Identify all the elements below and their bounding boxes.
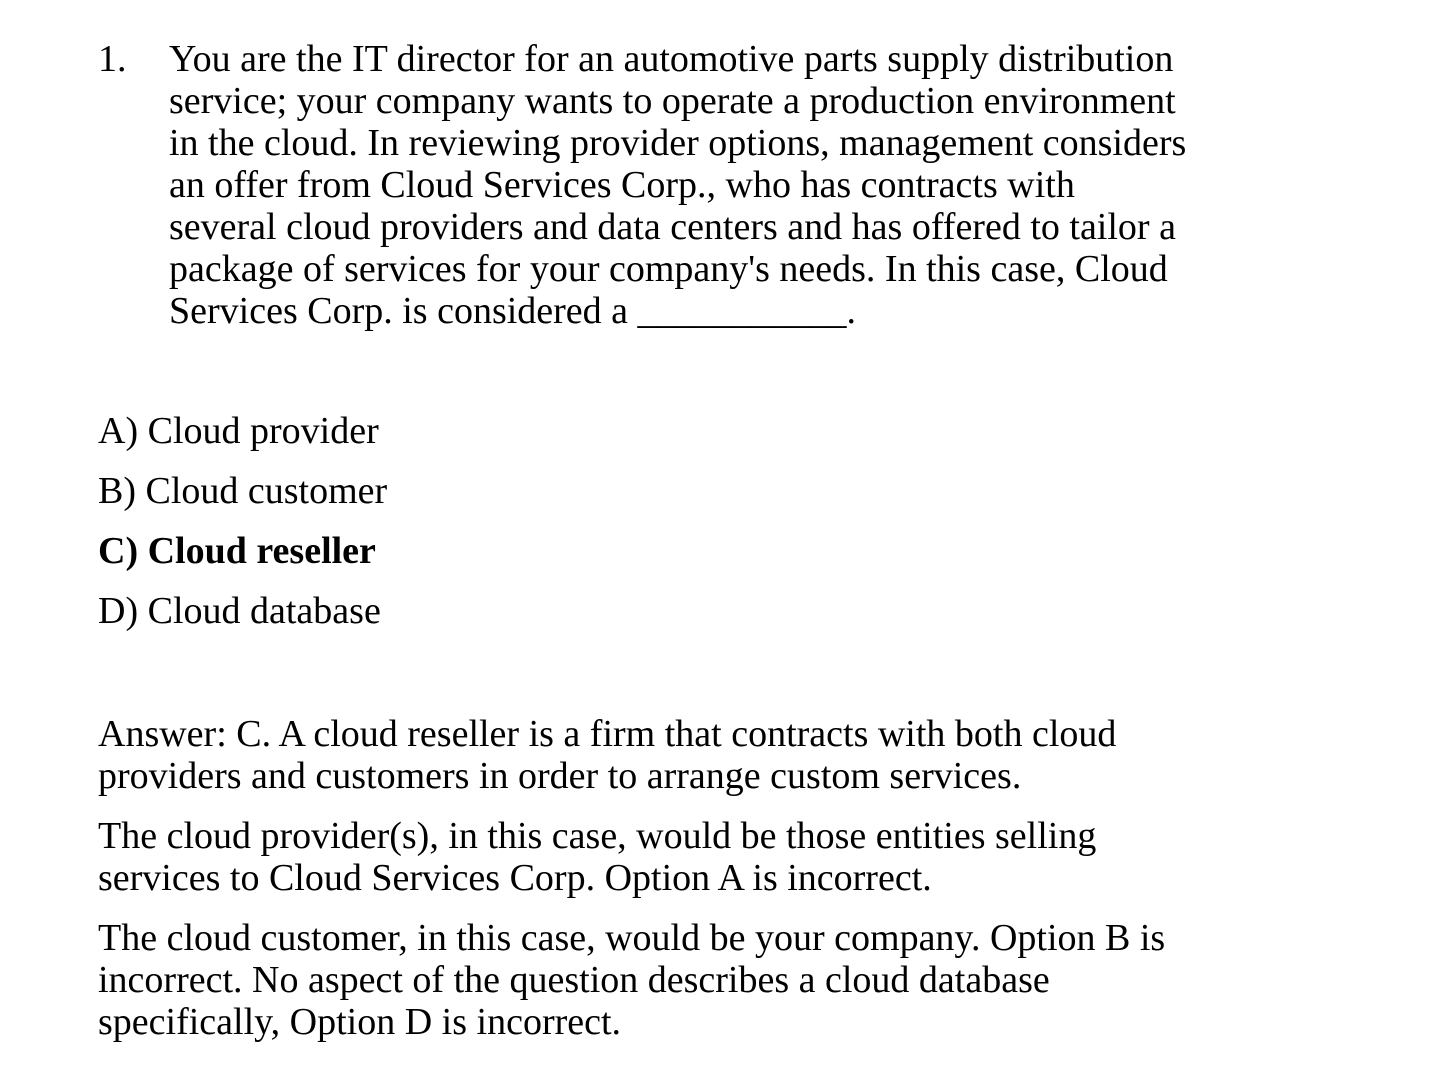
explanation-line: The cloud provider(s), in this case, would be those entities selling — [98, 815, 1097, 857]
explanation-paragraph — [98, 917, 1248, 1043]
option-b: B) Cloud customer — [98, 470, 388, 512]
answer-explanation — [98, 713, 1248, 1061]
option-a: A) Cloud provider — [98, 410, 379, 452]
explanation-line: The cloud customer, in this case, would be your company. Option B is — [98, 917, 1166, 959]
answer-line: Answer: C. A cloud reseller is a firm that contracts with both cloud — [98, 713, 1117, 755]
question-line: service; your company wants to operate a production environment — [169, 80, 1176, 122]
option-d: D) Cloud database — [98, 590, 381, 632]
explanation-line: specifically, Option D is incorrect. — [98, 1001, 622, 1043]
option-c-correct: C) Cloud reseller — [98, 530, 376, 572]
question-line: an offer from Cloud Services Corp., who has contracts with — [169, 164, 1075, 206]
question-line: You are the IT director for an automotive parts supply distribution — [169, 38, 1174, 80]
explanation-line: services to Cloud Services Corp. Option A is incorrect. — [98, 857, 932, 899]
question-line: several cloud providers and data centers and has offered to tailor a — [169, 206, 1176, 248]
question-text — [169, 38, 1229, 332]
question-line: in the cloud. In reviewing provider options, management considers — [169, 122, 1187, 164]
answer-paragraph — [98, 713, 1248, 797]
answer-options — [98, 410, 698, 650]
question-number: 1. — [98, 38, 127, 80]
answer-line: providers and customers in order to arrange custom services. — [98, 755, 1022, 797]
question-line: Services Corp. is considered a ___________. — [169, 290, 857, 332]
explanation-paragraph — [98, 815, 1248, 899]
explanation-line: incorrect. No aspect of the question describes a cloud database — [98, 959, 1050, 1001]
question-line: package of services for your company's needs. In this case, Cloud — [169, 248, 1168, 290]
